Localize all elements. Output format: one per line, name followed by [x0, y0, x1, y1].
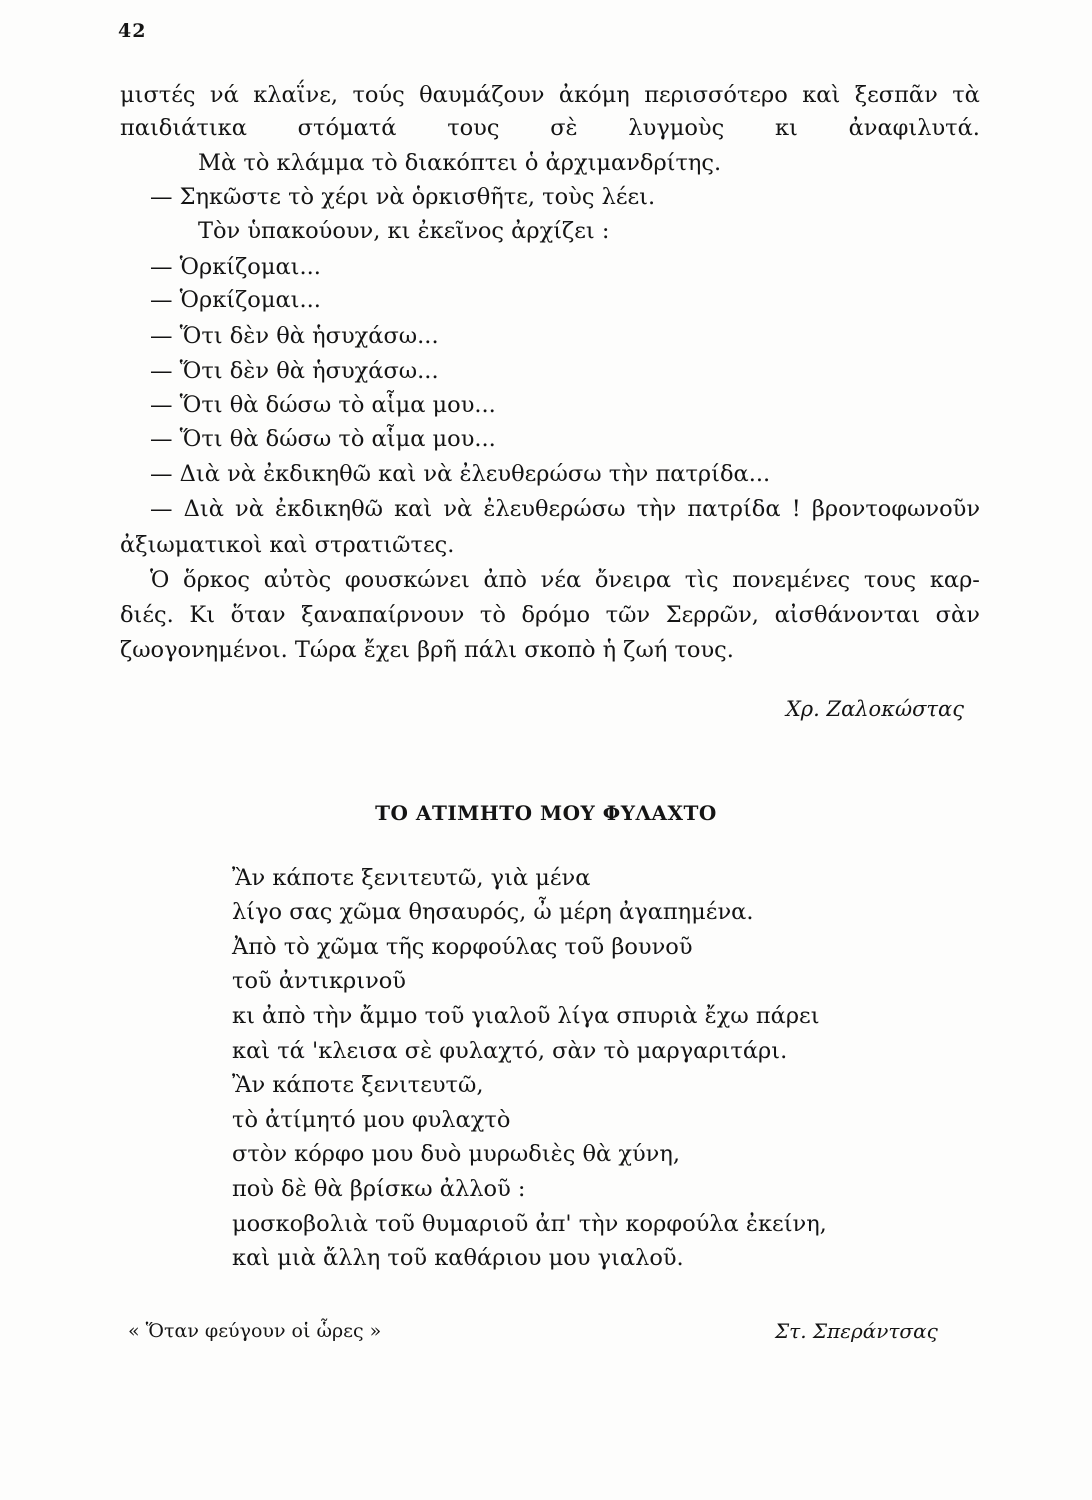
poem-line-11: μοσκοβολιὰ τοῦ θυμαριοῦ ἀπ' τὴν κορφούλα ἐκείνη,: [232, 1211, 827, 1237]
word: Ὁ: [150, 567, 170, 593]
prose-line-12: — Διὰ νὰ ἐκδικηθῶ καὶ νὰ ἐλευθερώσω τὴν πατρίδα...: [150, 461, 771, 487]
poem-line-2: λίγο σας χῶμα θησαυρός, ὦ μέρη ἀγαπημένα.: [232, 899, 754, 925]
word: καὶ: [394, 496, 433, 522]
word: τὶς: [684, 567, 719, 593]
word: αὐτὸς: [263, 567, 332, 593]
word: —: [150, 496, 173, 522]
word: λυγμοὺς: [628, 115, 725, 141]
word: τὸ: [479, 602, 506, 628]
word: καρ-: [929, 567, 980, 593]
poem-line-6: καὶ τά 'κλεισα σὲ φυλαχτό, σὰν τὸ μαργαριτάρι.: [232, 1038, 788, 1064]
word: ἀκόμη: [558, 82, 630, 108]
poem-title: ΤΟ ΑΤΙΜΗΤΟ ΜΟΥ ΦΥΛΑΧΤΟ: [375, 801, 717, 825]
prose-line-16: [120, 600, 980, 630]
prose-line-17: ζωογονημένοι. Τώρα ἔχει βρῆ πάλι σκοπὸ ἡ ζωή τους.: [120, 637, 734, 663]
prose-line-1: [120, 80, 980, 110]
word: περισσότερο: [644, 82, 788, 108]
word: ἀπὸ: [483, 567, 527, 593]
word: ὄνειρα: [594, 567, 672, 593]
prose-line-11: — Ὅτι θὰ δώσω τὸ αἷμα μου...: [150, 426, 496, 452]
word: ὅρκος: [183, 567, 251, 593]
word: τούς: [352, 82, 405, 108]
word: κι: [774, 115, 798, 141]
prose-line-2: [120, 113, 980, 143]
poem-line-8: τὸ ἀτίμητό μου φυλαχτὸ: [232, 1107, 511, 1133]
word: νά: [209, 82, 239, 108]
poem-line-10: ποὺ δὲ θὰ βρίσκω ἀλλοῦ :: [232, 1176, 526, 1202]
word: Κι: [189, 602, 216, 628]
word: Σερρῶν,: [665, 602, 759, 628]
word: τους: [447, 115, 500, 141]
word: ἐλευθερώσω: [483, 496, 626, 522]
word: καὶ: [802, 82, 841, 108]
word: πονεμένες: [732, 567, 851, 593]
word: φουσκώνει: [344, 567, 470, 593]
word: τῶν: [605, 602, 651, 628]
poem-source: « Ὅταν φεύγουν οἱ ὧρες »: [128, 1320, 382, 1342]
word: ὅταν: [230, 602, 286, 628]
prose-author-signature: Χρ. Ζαλοκώστας: [785, 697, 964, 721]
word: θαυμάζουν: [419, 82, 545, 108]
poem-line-7: Ἂν κάποτε ξενιτευτῶ,: [232, 1072, 484, 1098]
word: τὴν: [636, 496, 677, 522]
word: νὰ: [443, 496, 473, 522]
poem-line-4: τοῦ ἀντικρινοῦ: [232, 968, 406, 994]
word: σὰν: [935, 602, 980, 628]
page-number: 42: [118, 20, 147, 42]
poem-line-1: Ἂν κάποτε ξενιτευτῶ, γιὰ μένα: [232, 865, 591, 891]
word: νὰ: [235, 496, 264, 522]
word: ἀναφιλυτά.: [848, 115, 980, 141]
word: πατρίδα: [687, 496, 781, 522]
word: Διὰ: [183, 496, 224, 522]
poem-author-signature: Στ. Σπεράντσας: [775, 1319, 938, 1343]
prose-line-13: [150, 494, 980, 524]
word: στόματά: [297, 115, 397, 141]
prose-line-5: Τὸν ὑπακούουν, κι ἐκεῖνος ἀρχίζει :: [198, 218, 610, 244]
word: ἐκδικηθῶ: [275, 496, 383, 522]
word: κλαΐνε,: [253, 82, 339, 108]
prose-line-10: — Ὅτι θὰ δώσω τὸ αἷμα μου...: [150, 392, 496, 418]
word: !: [791, 496, 801, 522]
poem-line-9: στὸν κόρφο μου δυὸ μυρωδιὲς θὰ χύνη,: [232, 1141, 680, 1167]
word: μιστές: [120, 82, 196, 108]
prose-line-7: — Ὁρκίζομαι...: [150, 287, 321, 313]
prose-line-4: — Σηκῶστε τὸ χέρι νὰ ὁρκισθῆτε, τοὺς λέει.: [150, 184, 656, 210]
prose-line-8: — Ὅτι δὲν θὰ ἡσυχάσω...: [150, 323, 439, 349]
word: τους: [863, 567, 917, 593]
word: σὲ: [550, 115, 578, 141]
poem-line-5: κι ἀπὸ τὴν ἄμμο τοῦ γιαλοῦ λίγα σπυριὰ ἔχω πάρει: [232, 1003, 820, 1029]
prose-line-14: ἀξιωματικοὶ καὶ στρατιῶτες.: [120, 532, 455, 558]
poem-line-3: Ἀπὸ τὸ χῶμα τῆς κορφούλας τοῦ βουνοῦ: [232, 934, 693, 960]
word: διές.: [120, 602, 174, 628]
word: ξαναπαίρνουν: [301, 602, 465, 628]
word: αἰσθάνονται: [774, 602, 921, 628]
poem-line-12: καὶ μιὰ ἄλλη τοῦ καθάριου μου γιαλοῦ.: [232, 1245, 684, 1271]
word: τὰ: [952, 82, 980, 108]
prose-line-3: Μὰ τὸ κλάμμα τὸ διακόπτει ὁ ἀρχιμανδρίτης.: [198, 150, 722, 176]
word: βροντοφωνοῦν: [811, 496, 980, 522]
prose-line-9: — Ὅτι δὲν θὰ ἡσυχάσω...: [150, 358, 439, 384]
word: νέα: [540, 567, 582, 593]
prose-line-6: — Ὁρκίζομαι...: [150, 254, 321, 280]
word: παιδιάτικα: [120, 115, 247, 141]
prose-line-15: [150, 565, 980, 595]
word: ξεσπᾶν: [854, 82, 938, 108]
word: δρόμο: [521, 602, 590, 628]
